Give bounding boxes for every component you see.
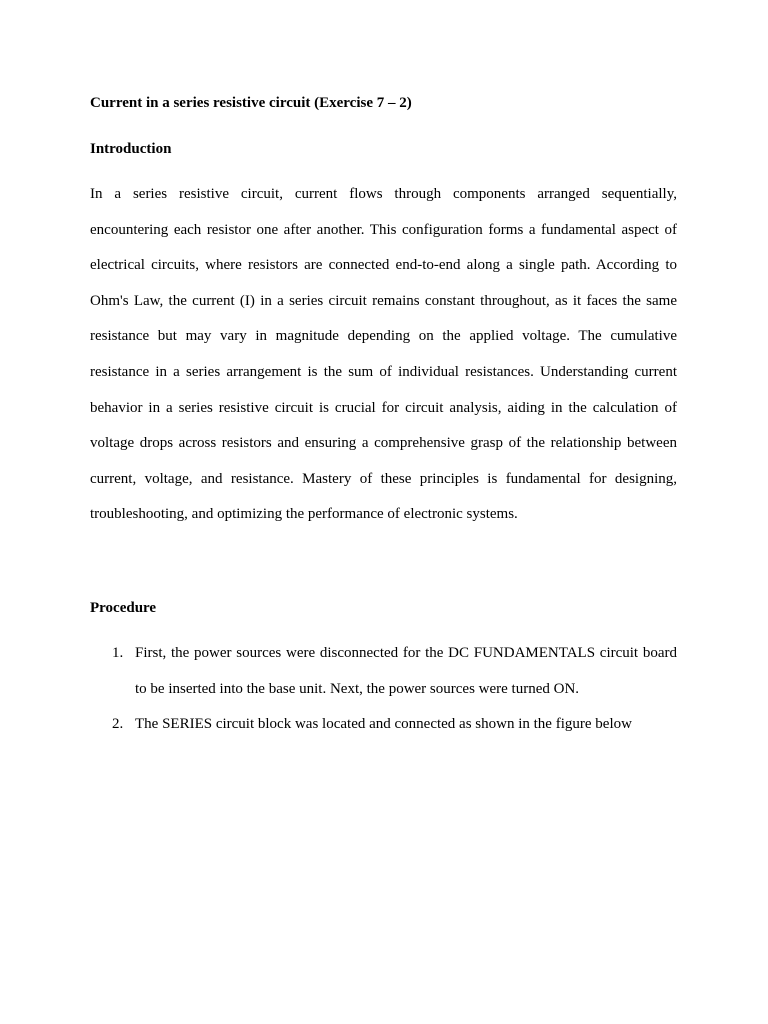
procedure-step-number: 1. (112, 645, 124, 661)
procedure-step-number: 2. (112, 716, 124, 733)
introduction-heading: Introduction (90, 141, 172, 157)
procedure-step-text: The SERIES circuit block was located and connected as shown in the figure below (135, 716, 632, 733)
procedure-step (90, 636, 677, 707)
procedure-heading: Procedure (90, 600, 157, 616)
procedure-step (90, 707, 677, 743)
procedure-list (90, 636, 677, 743)
procedure-step-text: First, the power sources were disconnected for the DC FUNDAMENTALS circuit board to be inserted into the base unit. Next, the power sources were turned ON. (135, 645, 677, 697)
document-title: Current in a series resistive circuit (Exercise 7 – 2) (90, 95, 412, 111)
introduction-paragraph: In a series resistive circuit, current flows through components arranged sequentially, encountering each resistor one after another. This configuration forms a fundamental aspect of electrical circuits, where resistors are connected end-to-end along a single path. According to Ohm's Law, the current (I) in a series circuit remains constant throughout, as it faces the same resistance but may vary in magnitude depending on the applied voltage. The cumulative resistance in a series arrangement is the sum of individual resistances. Understanding current behavior in a series resistive circuit is crucial for circuit analysis, aiding in the calculation of voltage drops across resistors and ensuring a comprehensive grasp of the relationship between current, voltage, and resistance. Mastery of these principles is fundamental for designing, troubleshooting, and optimizing the performance of electronic systems. (90, 186, 677, 523)
